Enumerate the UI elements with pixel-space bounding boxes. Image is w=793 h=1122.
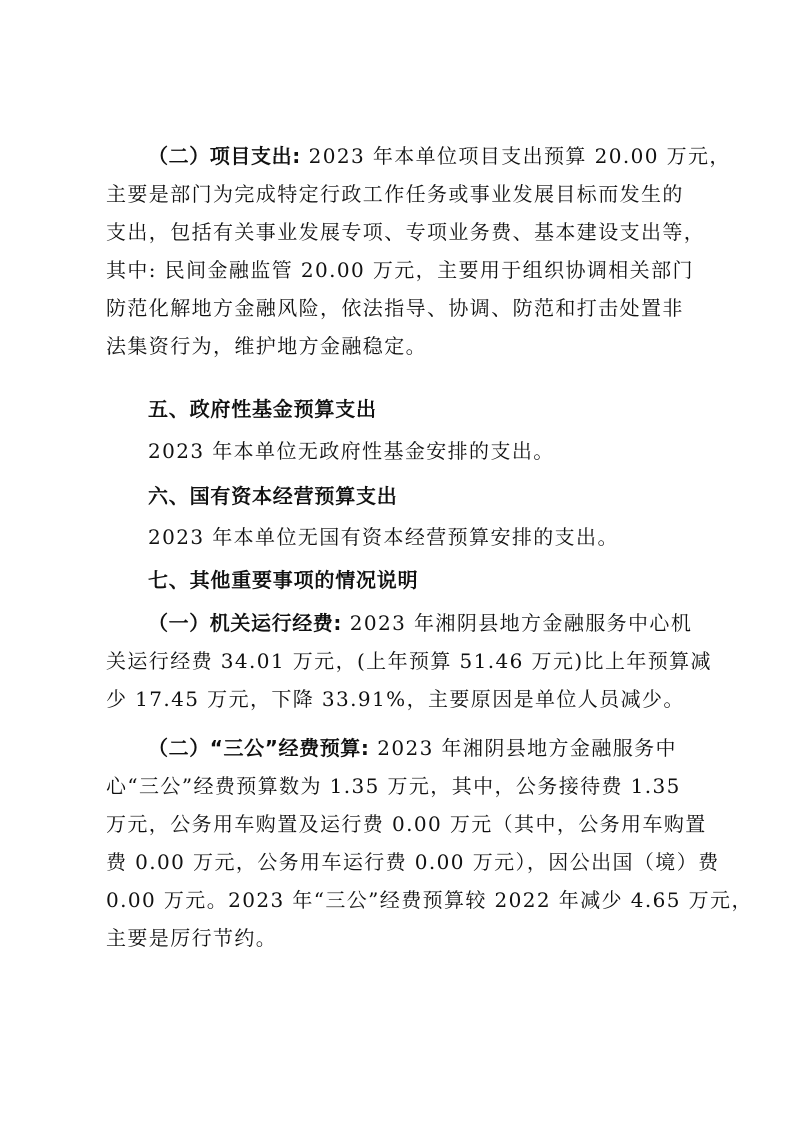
section-6-text: 2023 年本单位无国有资本经营预算安排的支出。	[148, 525, 619, 549]
operating-expenses-first-line	[148, 607, 692, 639]
project-spending-text-line-4: 其中: 民间金融监管 20.00 万元，主要用于组织协调相关部门	[106, 258, 694, 282]
section-7-heading: 七、其他重要事项的情况说明	[148, 568, 419, 592]
operating-expenses-label: （一）机关运行经费:	[148, 611, 342, 635]
section-5-text: 2023 年本单位无政府性基金安排的支出。	[148, 439, 555, 463]
three-public-label: （二）“三公”经费预算:	[148, 736, 370, 760]
project-spending-text-line-6: 法集资行为，维护地方金融稳定。	[106, 334, 427, 358]
section-6-heading: 六、国有资本经营预算支出	[148, 484, 398, 508]
project-spending-text-line-5: 防范化解地方金融风险，依法指导、协调、防范和打击处置非	[106, 296, 684, 320]
three-public-text-line-4: 费 0.00 万元，公务用车运行费 0.00 万元），因公出国（境）费	[106, 850, 720, 874]
three-public-first-line	[148, 732, 677, 764]
three-public-text-line-6: 主要是厉行节约。	[106, 926, 278, 950]
operating-expenses-text-line-2: 关运行经费 34.01 万元，(上年预算 51.46 万元)比上年预算减	[106, 649, 712, 673]
three-public-text-line-2: 心“三公”经费预算数为 1.35 万元，其中，公务接待费 1.35	[106, 774, 681, 798]
project-spending-label: （二）项目支出:	[148, 144, 301, 168]
three-public-text-line-3: 万元，公务用车购置及运行费 0.00 万元（其中，公务用车购置	[106, 812, 707, 836]
three-public-text-line-5: 0.00 万元。2023 年“三公”经费预算较 2022 年减少 4.65 万元，	[106, 888, 753, 912]
section-5-heading: 五、政府性基金预算支出	[148, 397, 377, 421]
project-spending-text-line-3: 支出，包括有关事业发展专项、专项业务费、基本建设支出等，	[106, 220, 706, 244]
project-spending-text-line-1: 2023 年本单位项目支出预算 20.00 万元，	[308, 144, 731, 168]
operating-expenses-text-line-3: 少 17.45 万元，下降 33.91%，主要原因是单位人员减少。	[106, 687, 685, 711]
three-public-text-line-1: 2023 年湘阴县地方金融服务中	[377, 736, 677, 760]
project-spending-text-line-2: 主要是部门为完成特定行政工作任务或事业发展目标而发生的	[106, 182, 684, 206]
operating-expenses-text-line-1: 2023 年湘阴县地方金融服务中心机	[349, 611, 693, 635]
project-spending-first-line	[148, 140, 731, 172]
